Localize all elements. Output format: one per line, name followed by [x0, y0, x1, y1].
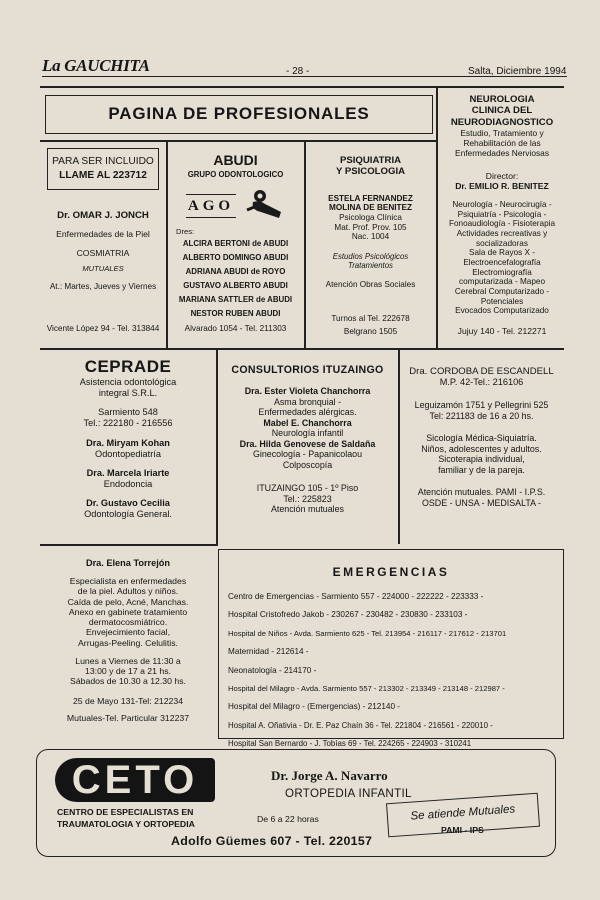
emergencias-title: EMERGENCIAS: [332, 565, 450, 579]
title-box: [45, 95, 433, 134]
grid-line: [436, 86, 438, 348]
abudi-section: [167, 140, 304, 348]
emergency-row: Hospital San Bernardo - J. Tobías 69 - Tel. 224265 - 224903 - 310241: [228, 739, 472, 749]
page-number: - 28 -: [286, 66, 310, 77]
ceprade-doctor: Dra. Miryam Kohan Odontopediatría: [86, 438, 170, 460]
neurologia-section: [440, 94, 564, 336]
ituzaingo-title: CONSULTORIOS ITUZAINGO: [231, 364, 384, 376]
jonch-address: Vicente López 94 - Tel. 313844: [46, 324, 160, 333]
ceto-address: Adolfo Güemes 607 - Tel. 220157: [171, 834, 373, 848]
ceto-center: CENTRO DE ESPECIALISTAS EN TRAUMATOLOGIA Y ORTOPEDIA: [57, 807, 195, 829]
emergencias-list: [228, 588, 506, 754]
cordoba-mp: M.P. 42-Tel.: 216106: [439, 377, 524, 387]
abudi-doctors: ALCIRA BERTONI de ABUDI ALBERTO DOMINGO ABUDI ADRIANA ABUDI de ROYO GUSTAVO ALBERTO ABUDI MARIANA SATTLER de ABUDI NESTOR RUBEN ABUDI: [178, 239, 293, 318]
jonch-hours: At.: Martes, Jueves y Viernes: [49, 282, 157, 291]
torrejon-section: [40, 545, 216, 743]
ituzaingo-doctor: Dra. Ester Violeta Chanchorra Asma bronquial - Enfermedades alérgicas.: [244, 386, 371, 417]
ceto-logo: CETO: [55, 758, 215, 802]
ceprade-title: CEPRADE: [84, 357, 172, 376]
cordoba-address: Leguizamón 1751 y Pellegrini 525 Tel: 221183 de 16 a 20 hs.: [414, 400, 549, 421]
ceprade-address: Sarmiento 548 Tel.: 222180 - 216556: [83, 406, 173, 428]
torrejon-name: Dra. Elena Torrejón: [85, 558, 171, 568]
jonch-mutuales: MUTUALES: [82, 264, 124, 273]
ceto-specialty: ORTOPEDIA INFANTIL: [285, 787, 412, 800]
ceto-ad: [36, 749, 556, 857]
torrejon-mutuales: Mutuales-Tel. Particular 312237: [66, 712, 190, 723]
emergency-row: Hospital del Milagro - Avda. Sarmiento 557 - 213302 - 213349 - 213148 - 212987 -: [228, 684, 505, 694]
torrejon-hours: Lunes a Viernes de 11:30 a 13:00 y de 17 a 21 hs. Sábados de 10.30 a 12.30 hs.: [70, 655, 186, 687]
neurologia-title: NEUROLOGIA CLINICA DEL NEURODIAGNOSTICO: [450, 94, 554, 128]
cordoba-specialties: Sicología Médica-Siquiatría. Niños, adolescentes y adultos. Sicoterapia individual, familiar y de la pareja.: [421, 433, 542, 475]
emergency-row: Hospital de Niños - Avda. Sarmiento 625 - Tel. 213954 - 216117 - 217612 - 213701: [228, 628, 507, 638]
ceprade-doctor: Dra. Marcela Iriarte Endodoncia: [86, 468, 170, 490]
page-title: PAGINA DE PROFESIONALES: [108, 104, 370, 123]
issue-date: Salta, Diciembre 1994: [468, 66, 567, 77]
magazine-logo: La GAUCHITA: [42, 56, 150, 75]
emergency-row: Hospital del Milagro - (Emergencias) - 212140 -: [228, 702, 401, 712]
emergency-row: Neonatología - 214170 -: [228, 665, 317, 675]
jonch-name: Dr. OMAR J. JONCH: [57, 210, 149, 221]
ceto-doctor: Dr. Jorge A. Navarro: [271, 768, 388, 783]
abudi-dres-label: Dres:: [176, 227, 195, 236]
psiquiatria-studies: Estudios Psicológicos Tratamientos: [332, 251, 409, 271]
ceprade-section: [40, 348, 216, 544]
abudi-subtitle: GRUPO ODONTOLOGICO: [187, 170, 284, 179]
neurologia-subtitle: Estudio, Tratamiento y Rehabilitación de las Enfermedades Nerviosas: [454, 127, 550, 158]
abudi-address: Alvarado 1054 - Tel. 211303: [184, 324, 287, 333]
psiquiatria-obras: Atención Obras Sociales: [325, 280, 416, 290]
torrejon-address: 25 de Mayo 131-Tel: 212234: [72, 695, 184, 706]
ituzaingo-section: [217, 348, 398, 544]
jonch-section: [40, 140, 166, 348]
ituzaingo-doctor: Dra. Hilda Genovese de Saldaña Ginecología - Papanicolaou Colposcopía: [239, 438, 376, 470]
ituzaingo-doctor: Mabel E. Chanchorra Neurología infantil: [263, 417, 352, 438]
ceprade-subtitle: Asistencia odontológica integral S.R.L.: [79, 377, 177, 398]
ago-logo: AGO: [186, 194, 236, 218]
neurologia-address: Jujuy 140 - Tel. 212271: [457, 326, 547, 336]
director-name: Dr. EMILIO R. BENITEZ: [455, 180, 549, 191]
jonch-service: COSMIATRIA: [76, 248, 130, 258]
pami-ips: PAMI - IPS: [441, 825, 484, 835]
emergency-row: Maternidad - 212614 -: [228, 647, 309, 657]
ceto-hours: De 6 a 22 horas: [257, 814, 319, 824]
include-box: PARA SER INCLUIDO LLAME AL 223712: [47, 148, 159, 190]
ceprade-doctor: Dr. Gustavo Cecilia Odontología General.: [84, 497, 172, 519]
director-label: Director:: [485, 170, 519, 181]
emergency-row: Hospital A. Oñativia - Dr. E. Paz Chaín 36 - Tel. 221804 - 216561 - 220010 -: [228, 720, 493, 730]
cordoba-section: [399, 348, 564, 544]
torrejon-details: Especialista en enfermedades de la piel. Adultos y niños. Caída de pelo, Acné, Manchas. Anexo en gabinete tratamiento dermatocosmiátrico. Envejecimiento facial, Arrugas-Peeling. Celulitis.: [67, 576, 189, 648]
psiquiatria-names: ESTELA FERNANDEZ MOLINA DE BENITEZ: [328, 193, 413, 213]
psiquiatria-section: [305, 140, 436, 348]
ituzaingo-address: ITUZAINGO 105 - 1º Piso Tel.: 225823 Atención mutuales: [256, 483, 359, 514]
tooth-logo-icon: [243, 188, 287, 220]
emergencias-box: [218, 549, 564, 749]
cordoba-mutuales: Atención mutuales. PAMI - I.P.S. OSDE - UNSA - MEDISALTA -: [417, 487, 546, 508]
psiquiatria-details: Psicologa Clínica Mat. Prof. Prov. 105 Nac. 1004: [334, 212, 407, 242]
neurologia-services: Neurología - Neurocirugía - Psiquiatría - Psicología - Fonoaudiología - Fisioterapia Actividades recreativas y socializadoras Sala de Rayos X - Electroencefalografía Electromiografía computarizada - Mapeo Cerebral Computarizado - Potenciales Evocados Computarizado: [448, 199, 556, 316]
psiquiatria-contact: Turnos al Tel. 222678 Belgrano 1505: [331, 314, 410, 336]
emergency-row: Hospital Cristofredo Jakob - 230267 - 230482 - 230830 - 233103 -: [228, 610, 468, 620]
grid-line: [40, 86, 564, 88]
jonch-specialty: Enfermedades de la Piel: [56, 229, 150, 239]
cordoba-title: Dra. CORDOBA DE ESCANDELL: [409, 366, 554, 377]
psiquiatria-title: PSIQUIATRIA Y PSICOLOGIA: [335, 155, 406, 178]
abudi-title: ABUDI: [213, 152, 258, 168]
mutuales-stamp: Se atiende Mutuales: [386, 793, 540, 838]
emergency-row: Centro de Emergencias - Sarmiento 557 - 224000 - 222222 - 223333 -: [228, 592, 484, 601]
